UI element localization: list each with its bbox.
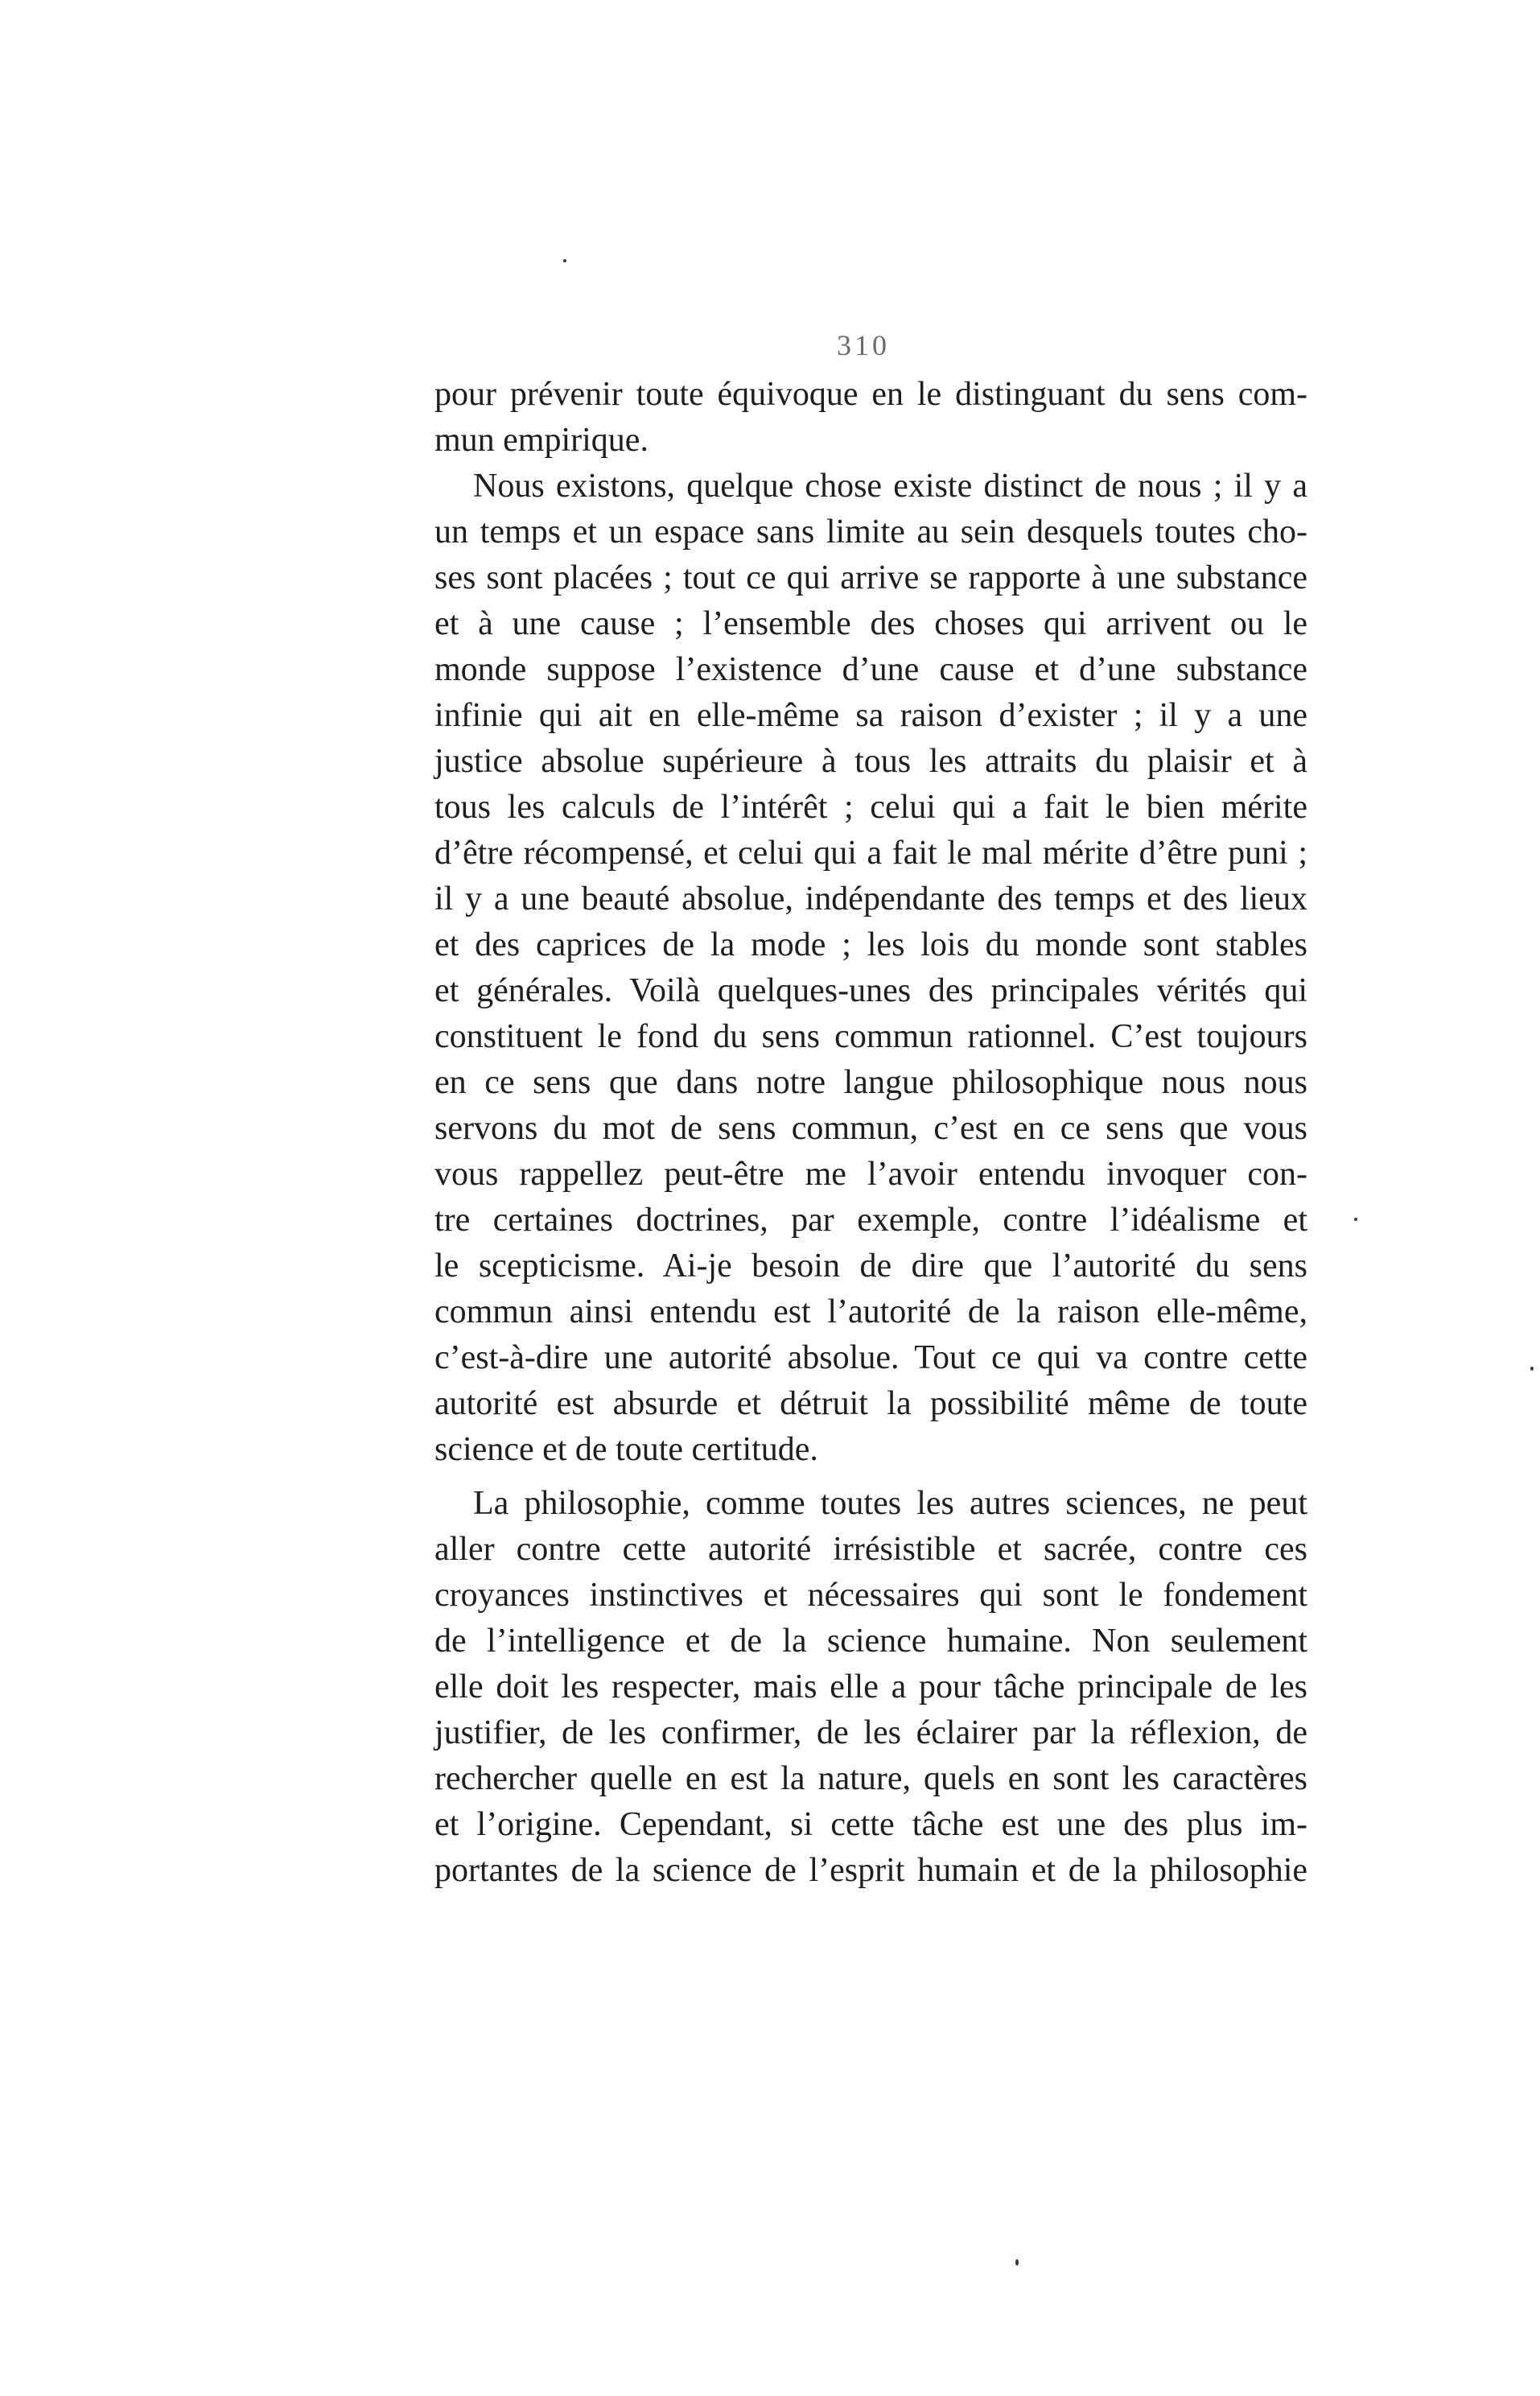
scan-speck <box>563 259 566 262</box>
text-line: tous les calculs de l’intérêt ; celui qui a fait le bien mérite <box>434 789 1307 826</box>
text-line: justice absolue supérieure à tous les attraits du plaisir et à <box>434 743 1307 780</box>
text-line: servons du mot de sens commun, c’est en ce sens que vous <box>434 1110 1307 1147</box>
text-line: portantes de la science de l’esprit humain et de la philosophie <box>434 1852 1307 1889</box>
text-line: tre certaines doctrines, par exemple, contre l’idéalisme et <box>434 1202 1307 1239</box>
text-line: autorité est absurde et détruit la possibilité même de toute <box>434 1385 1307 1422</box>
text-line: un temps et un espace sans limite au sein desquels toutes cho- <box>434 513 1307 551</box>
text-line: et générales. Voilà quelques-unes des principales vérités qui <box>434 972 1307 1009</box>
text-line: infinie qui ait en elle-même sa raison d’exister ; il y a une <box>434 697 1307 734</box>
scan-speck <box>1530 1367 1534 1371</box>
text-line: aller contre cette autorité irrésistible et sacrée, contre ces <box>434 1531 1307 1568</box>
text-line: et des caprices de la mode ; les lois du monde sont stables <box>434 926 1307 963</box>
text-line: justifier, de les confirmer, de les éclairer par la réflexion, de <box>434 1714 1307 1751</box>
text-line: d’être récompensé, et celui qui a fait le mal mérite d’être puni ; <box>434 835 1307 872</box>
text-line: Nous existons, quelque chose existe distinct de nous ; il y a <box>473 468 1307 505</box>
body-text <box>434 372 1307 1894</box>
text-line: en ce sens que dans notre langue philosophique nous nous <box>434 1064 1307 1101</box>
scan-speck <box>1015 2259 1019 2266</box>
page-number: 310 <box>837 329 890 361</box>
text-line: et l’origine. Cependant, si cette tâche est une des plus im- <box>434 1806 1307 1843</box>
text-line: c’est-à-dire une autorité absolue. Tout ce qui va contre cette <box>434 1339 1307 1376</box>
text-line: vous rappellez peut-être me l’avoir entendu invoquer con- <box>434 1156 1307 1193</box>
text-line: elle doit les respecter, mais elle a pour tâche principale de les <box>434 1668 1307 1705</box>
text-line: de l’intelligence et de la science humaine. Non seulement <box>434 1623 1307 1660</box>
text-line: et à une cause ; l’ensemble des choses qui arrivent ou le <box>434 605 1307 642</box>
text-line: mun empirique. <box>434 422 649 459</box>
text-line: constituent le fond du sens commun rationnel. C’est toujours <box>434 1018 1307 1055</box>
text-line: croyances instinctives et nécessaires qui sont le fondement <box>434 1577 1307 1614</box>
text-line: La philosophie, comme toutes les autres sciences, ne peut <box>473 1485 1307 1522</box>
text-line: le scepticisme. Ai-je besoin de dire que l’autorité du sens <box>434 1247 1307 1285</box>
text-line: commun ainsi entendu est l’autorité de la raison elle-même, <box>434 1293 1307 1330</box>
text-line: pour prévenir toute équivoque en le distinguant du sens com- <box>434 376 1307 413</box>
text-line: monde suppose l’existence d’une cause et d’une substance <box>434 651 1307 688</box>
scan-speck <box>1354 1218 1357 1221</box>
text-line: science et de toute certitude. <box>434 1431 818 1468</box>
text-line: il y a une beauté absolue, indépendante des temps et des lieux <box>434 880 1307 918</box>
text-line: rechercher quelle en est la nature, quels en sont les caractères <box>434 1760 1307 1797</box>
text-line: ses sont placées ; tout ce qui arrive se rapporte à une substance <box>434 559 1307 596</box>
